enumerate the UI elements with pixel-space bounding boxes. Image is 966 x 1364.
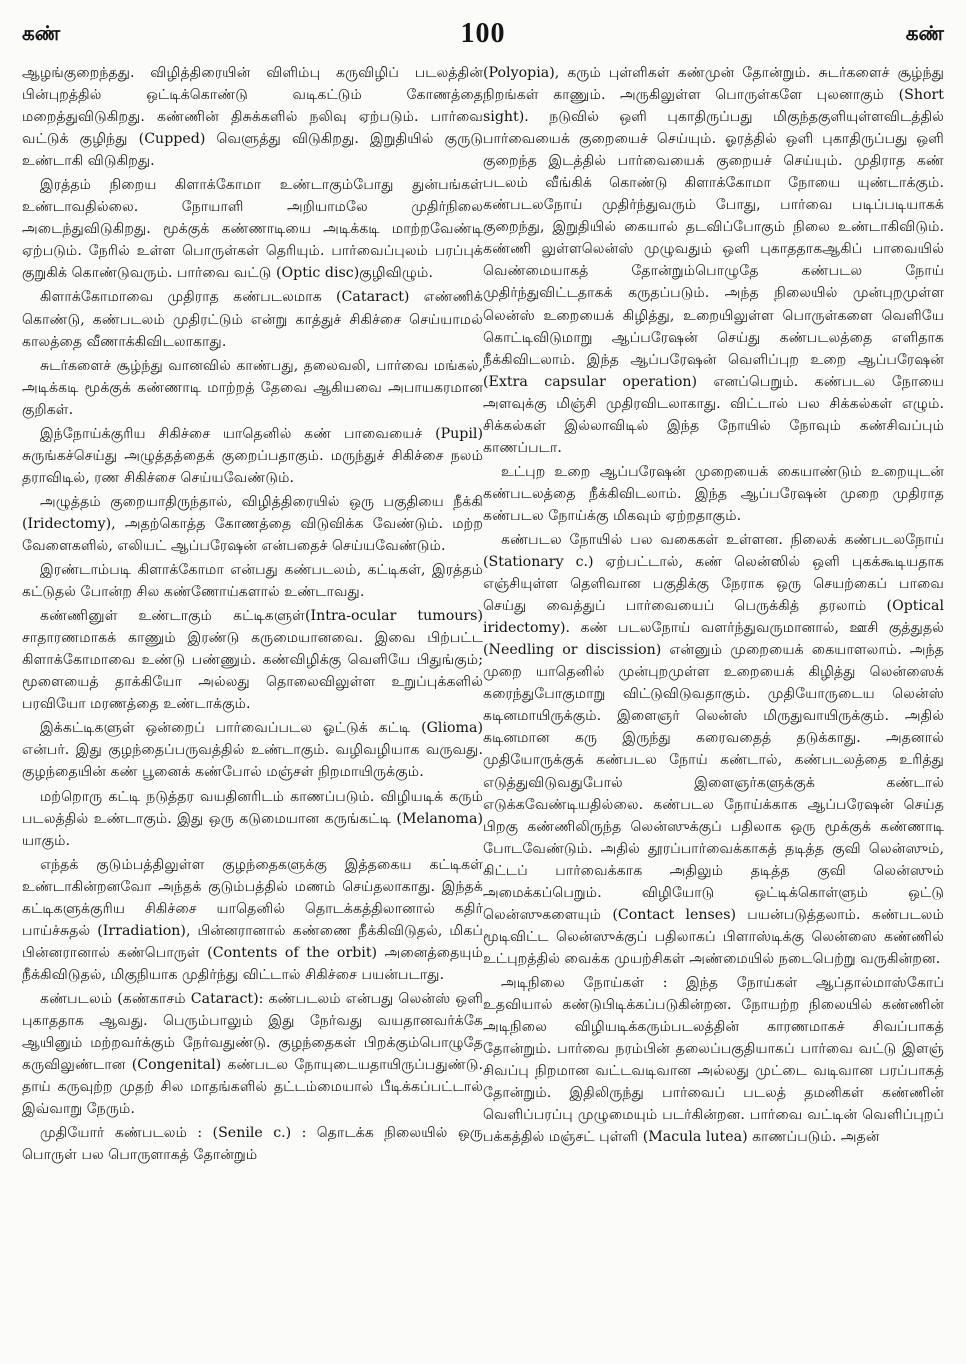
paragraph: இரத்தம் நிறைய கிளாக்கோமா உண்டாகும்போது துன்பங்கள் உண்டாவதில்லை. நோயாளி அறியாமலே முதிர்நிலை அடைந்துவிடுகிறது. மூக்குக் கண்ணாடியை அடிக்கடி மாற்றவேண்டி ஏற்படும். நேரில் உள்ள பொருள்கள் தெரியும். பார்வைப்புலம் பரப்புக் குறுகிக் கொண்டுவரும். பார்வை வட்டு (Optic disc)குழிவிழும். — [22, 177, 483, 282]
text-columns — [22, 62, 944, 1356]
page-number: 100 — [460, 18, 506, 49]
right-column — [483, 62, 944, 1356]
paragraph: அழுத்தம் குறையாதிருந்தால், விழித்திரையில் ஒரு பகுதியை நீக்கி (Iridectomy), அதற்கொத்த கோணத்தை விடுவிக்க வேண்டும். மற்ற வேளைகளில், எலியட் ஆப்பரேஷன் என்பதைச் செய்யவேண்டும். — [22, 493, 483, 554]
paragraph: எந்தக் குடும்பத்திலுள்ள குழந்தைகளுக்கு இத்தகைய கட்டிகள் உண்டாகின்றனவோ அந்தக் குடும்பத்தில் மணம் செய்தலாகாது. இந்தக் கட்டிகளுக்குரிய சிகிச்சை யாதெனில் தொடக்கத்திலானால் கதிர் பாய்ச்சுதல் (Irradiation), பின்னரானால் கண்ணை நீக்கிவிடுதல், மிகப் பின்னரானால் கண்பொருள் (Contents of the orbit) அனைத்தையும் நீக்கிவிடுதல், மிகுநியாக முதிர்ந்து விட்டால் சிகிச்சை பயன்படாது. — [22, 856, 483, 983]
paragraph: கண்படலம் (கண்காசம் Cataract): கண்படலம் என்பது லென்ஸ் ஒளி புகாததாக ஆவது. பெரும்பாலும் இது நேர்வது வயதானவர்க்கே ஆயினும் மற்றவர்க்கும் நேர்வதுண்டு. குழந்தைகள் பிறக்கும்பொழுதே கருவிலுண்டான (Congenital) கண்படல நோயுடையதாயிருப்பதுண்டு. தாய் கருவுற்ற முதற் சில மாதங்களில் தட்டம்மையால் பீடிக்கப்பட்டால் இவ்வாறு நேரும். — [22, 990, 483, 1118]
header-right-word: கண் — [905, 20, 944, 45]
paragraph: முதியோர் கண்படலம் : (Senile c.) : தொடக்க நிலையில் ஒரு பொருள் பல பொருளாகத் தோன்றும் — [22, 1125, 483, 1164]
paragraph: கிளாக்கோமாவை முதிராத கண்படலமாக (Cataract) எண்ணிக் கொண்டு, கண்படலம் முதிரட்டும் என்று காத்துச் சிகிச்சை செய்யாமல் காலத்தை வீணாக்கிவிடலாகாது. — [22, 289, 483, 350]
paragraph: சுடர்களைச் சூழ்ந்து வானவில் காண்பது, தலைவலி, பார்வை மங்கல், அடிக்கடி மூக்குக் கண்ணாடி மாற்றத் தேவை ஆகியவை அபாயகரமான குறிகள். — [22, 357, 483, 418]
running-header — [22, 14, 944, 54]
paragraph: ஆழங்குறைந்தது. விழித்திரையின் விளிம்பு கருவிழிப் படலத்தின் பின்புறத்தில் ஒட்டிக்கொண்டு வடிகட்டும் கோணத்தை மறைத்துவிடுகிறது. கண்ணின் திசுக்களில் நலிவு ஏற்படும். பார்வை வட்டுக் குழிந்து (Cupped) வெளுத்து விடுகிறது. இறுதியில் குருடு உண்டாகி விடுகிறது. — [22, 65, 483, 170]
paragraph: கண்ணினுள் உண்டாகும் கட்டிகளுள்(Intra-ocular tumours) சாதாரணமாகக் காணும் இரண்டு கருமையானவை. இவை பிற்பட்ட கிளாக்கோமாவை உண்டு பண்ணும். கண்விழிக்கு வெளியே பிதுங்கும்; மூளையைத் தாக்கியோ அல்லது தொலைவிலுள்ள உறுப்புக்களில் பரவியோ மரணத்தை உண்டாக்கும். — [22, 608, 483, 713]
header-left-word: கண் — [22, 20, 61, 45]
paragraph: இந்நோய்க்குரிய சிகிச்சை யாதெனில் கண் பாவையைச் (Pupil) சுருங்கச்செய்து அழுத்தத்தைக் குறைப்பதாகும். மருந்துச் சிகிச்சை நலம் தராவிடில், ரண சிகிச்சை செய்யவேண்டும். — [22, 425, 483, 486]
left-column — [22, 62, 483, 1356]
paragraph: அடிநிலை நோய்கள் : இந்த நோய்கள் ஆப்தால்மாஸ்கோப் உதவியால் கண்டுபிடிக்கப்படுகின்றன. நோயற்ற நிலையில் கண்ணின் அடிநிலை விழியடிக்கரும்படலத்தின் காரணமாகச் சிவப்பாகத் தோன்றும். பார்வை நரம்பின் தலைப்பகுதியாகப் பார்வை வட்டு இளஞ் சிவப்பு நிறமான வட்டவடிவான அல்லது முட்டை வடிவான பரப்பாகத் தோன்றும். இதிலிருந்து பார்வைப் படலத் தமனிகள் கண்ணின் வெளிப்பரப்பு முழுமையும் படர்கின்றன. பார்வை வட்டின் வெளிப்புறப் பக்கத்தில் மஞ்சட் புள்ளி (Macula lutea) காணப்படும். அதன் — [483, 974, 944, 1146]
paragraph: கண்படல நோயில் பல வகைகள் உள்ளன. நிலைக் கண்படலநோய் (Stationary c.) ஏற்பட்டால், கண் லென்ஸில் ஒளி புகக்கூடியதாக எஞ்சியுள்ள தெளிவான பகுதிக்கு நேராக ஒரு செயற்கைப் பாவை செய்து வைத்துப் பார்வையைப் பெருக்கித் தரலாம் (Optical iridectomy). கண் படலநோய் வளர்ந்துவருமானால், ஊசி குத்துதல் (Needling or discission) என்னும் முறையைக் கையாளலாம். அந்த முறை யாதெனில் முன்புறமுள்ள உறையைக் கிழித்து லென்ஸைக் கரைந்துபோகுமாறு விட்டுவிடுவதாகும். முதியோருடைய லென்ஸ் கடினமாயிருக்கும். இளைஞர் லென்ஸ் மிருதுவாயிருக்கும். அதில் கடினமான கரு இருந்து கரைவதைத் தடுக்காது. அதனால் முதியோருக்குக் கண்படல நோய் கண்டால், கண்படலத்தை உரித்து எடுத்துவிடுவதுபோல் இளைஞர்களுக்குக் கண்டால் எடுக்கவேண்டியதில்லை. கண்படல நோய்க்காக ஆப்பரேஷன் செய்த பிறகு கண்ணிலிருந்த லென்ஸுக்குப் பதிலாக ஒரு மூக்குக் கண்ணாடி போடவேண்டும். அதில் தூரப்பார்வைக்காகத் தடித்த குவி லென்ஸும், கிட்டப் பார்வைக்காக அதிலும் தடித்த குவி லென்ஸும் அமைக்கப்பெறும். விழியோடு ஒட்டிக்கொள்ளும் ஒட்டு லென்ஸுகளையும் (Contact lenses) பயன்படுத்தலாம். கண்படலம் மூடிவிட்ட லென்ஸுக்குப் பதிலாகப் பிளாஸ்டிக்கு லென்ஸை கண்ணில் உட்புறத்தில் வைக்க முயற்சிகள் அண்மையில் நடைபெற்று வருகின்றன. — [483, 531, 944, 967]
paragraph: மற்றொரு கட்டி நடுத்தர வயதினரிடம் காணப்படும். விழியடிக் கரும் படலத்தில் உண்டாகும். இது ஒரு கடுமையான கருங்கட்டி (Melanoma) யாகும். — [22, 788, 483, 849]
paragraph: (Polyopia), கரும் புள்ளிகள் கண்முன் தோன்றும். சுடர்களைச் சூழ்ந்து நிறங்கள் காணும். அருகிலுள்ள பொருள்களே புலனாகும் (Short sight). நடுவில் ஒளி புகாதிருப்பது மிகுந்தகுளியுள்ளவிடத்தில் பார்வையைக் குறையைச் செய்யும். ஓரத்தில் ஒளி புகாதிருப்பது ஒளி குறைந்த இடத்தில் பார்வையைக் குறையச் செய்யும். முதிராத கண் படலம் வீங்கிக் கொண்டு கிளாக்கோமா நோயை யுண்டாக்கும். கண்படலநோய் முதிர்ந்துவரும் போது, பார்வை படிப்படியாகக் குறைந்து, இறுதியில் கையால் தடவிப்போகும் நிலை உண்டாகிவிடும். கண்ணி லுள்ளலென்ஸ் முழுவதும் ஒளி புகாததாகஆகிப் பாவையில் வெண்மையாகத் தோன்றும்பொழுதே கண்படல நோய் முதிர்ந்துவிட்டதாகக் கருதப்படும். அந்த நிலையில் முன்புறமுள்ள லென்ஸ் உறையைக் கிழித்து, உறையிலுள்ள பொருள்களை வெளியே கொட்டிவிடுமாறு ஆப்பரேஷன் செய்து கண்படலத்தை எளிதாக நீக்கிவிடலாம். இந்த ஆப்பரேஷன் வெளிப்புற உறை ஆப்பரேஷன் (Extra capsular operation) எனப்பெறும். கண்படல நோயை அளவுக்கு மிஞ்சி முதிரவிடலாகாது. விட்டால் பல சிக்கல்கள் எழும். சிக்கல்கள் இல்லாவிடில் இந்த நோயில் நோவும் கண்சிவப்பும் காணப்படா. — [483, 65, 944, 456]
paragraph: உட்புற உறை ஆப்பரேஷன் முறையைக் கையாண்டும் உறையுடன் கண்படலத்தை நீக்கிவிடலாம். இந்த ஆப்பரேஷன் முறை முதிராத கண்படல நோய்க்கு மிகவும் ஏற்றதாகும். — [483, 463, 944, 524]
paragraph: இக்கட்டிகளுள் ஒன்றைப் பார்வைப்படல ஓட்டுக் கட்டி (Glioma) என்பர். இது குழந்தைப்பருவத்தில் உண்டாகும். வழிவழியாக வருவது. குழந்தையின் கண் பூனைக் கண்போல் மஞ்சள் நிறமாயிருக்கும். — [22, 720, 483, 781]
paragraph: இரண்டாம்படி கிளாக்கோமா என்பது கண்படலம், கட்டிகள், இரத்தம் கட்டுதல் போன்ற சில கண்ணோய்களால் உண்டாவது. — [22, 562, 483, 601]
